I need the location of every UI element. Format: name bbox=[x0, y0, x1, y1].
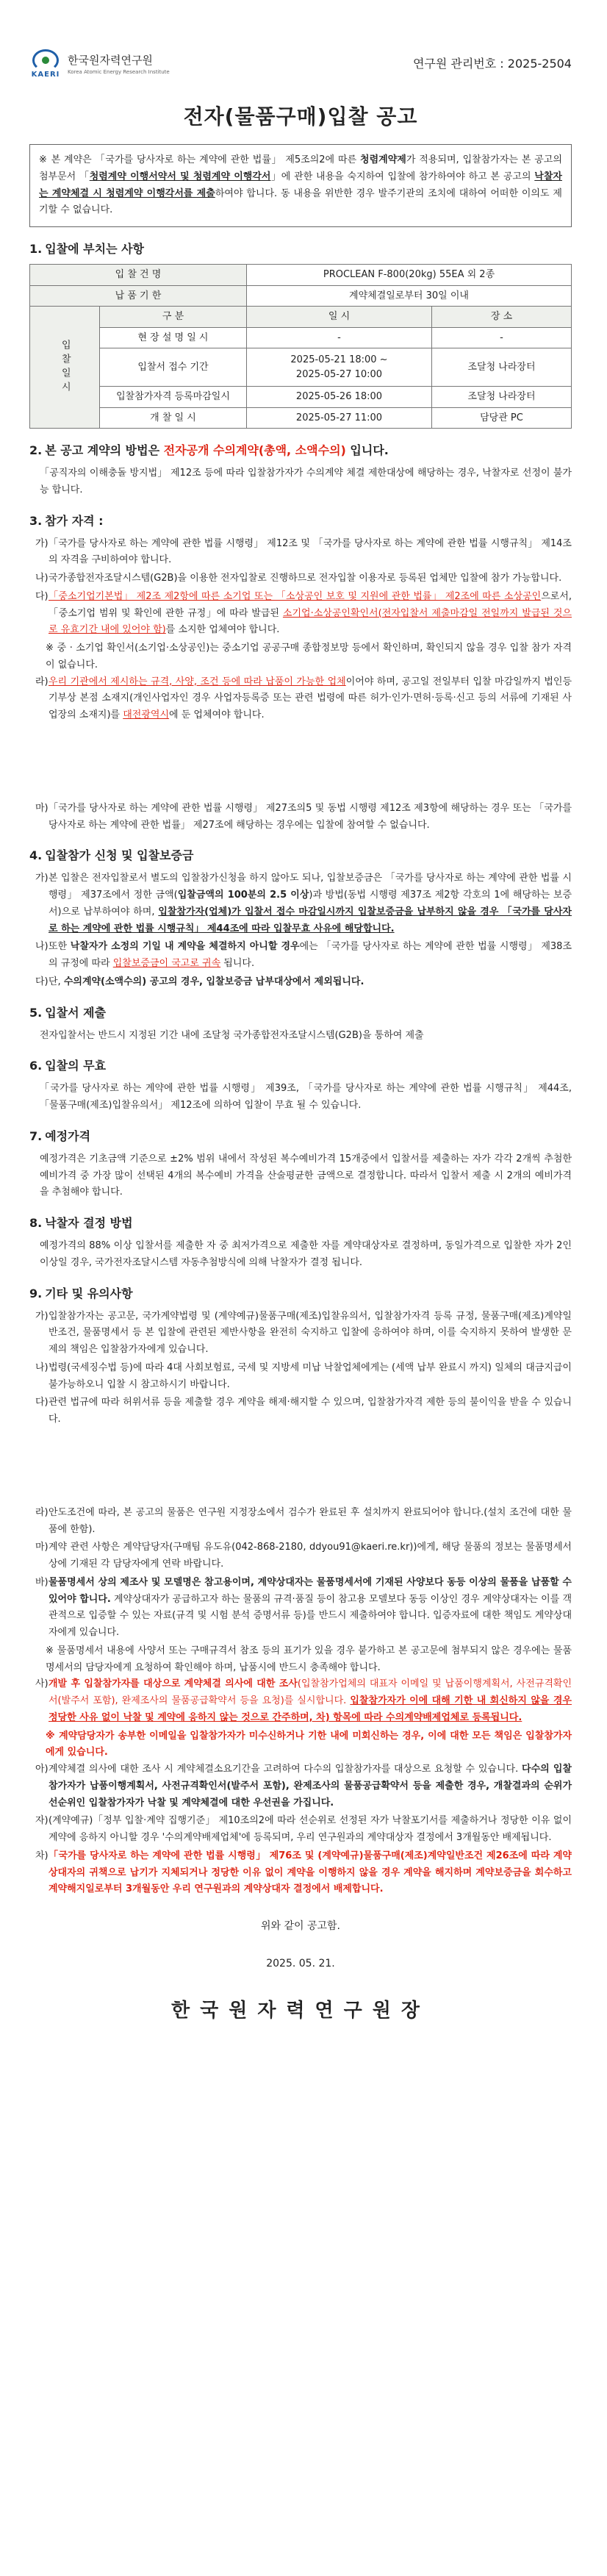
section-7-body: 예정가격은 기초금액 기준으로 ±2% 범위 내에서 작성된 복수예비가격 15개중에서 입찰서를 제출하는 자가 각각 2개씩 추첨한 예비가격 중 가장 많이 선택된 4개의 복수예비 가격을 산술평균한 금액으로 결정합니다. 따라서 입찰서 제출 시 2개의 예비가격을 추첨해야 합니다. bbox=[40, 1153, 572, 1198]
notice-date: 2025. 05. 21. bbox=[266, 1958, 335, 1969]
list-item: 자) (계약예규)「정부 입찰·계약 집행기준」 제10조의2에 따라 선순위로 선정된 자가 낙찰포기서를 제출하거나 정당한 이유 없이 계약에 응하지 아니할 경우 '수의계약배제업체'에 등록되며, 우리 연구원과의 계약대상자 결정에서 3개월동안 배제됩니다. bbox=[35, 1815, 572, 1843]
list-item: 가) 입찰참가자는 공고문, 국가계약법령 및 (계약예규)물품구매(제조)입찰유의서, 입찰참가자격 등록 규정, 물품구매(제조)계약일반조건, 물품명세서 등 본 입찰에 관련된 제반사항을 완전히 숙지하고 입찰에 응하여야 하며, 이를 숙지하지 못하여 발생한 문제의 책임은 입찰참가자에게 있습니다. bbox=[35, 1310, 572, 1355]
section-6-title: 6. 입찰의 무효 bbox=[29, 1059, 107, 1073]
table-row: 입찰서 접수 기간 2025-05-21 18:00 ~ 2025-05-27 10:00 조달청 나라장터 bbox=[30, 348, 572, 387]
list-item: 바) 물품명세서 상의 제조사 및 모델명은 참고용이며, 계약상대자는 물품명세서에 기재된 사양보다 동등 이상의 물품을 납품할 수 있어야 합니다. 계약상대자가 공급하고자 하는 물품의 규격·품질 등이 참고용 모델보다 동등 이상인 경우 계약상대자는 이를 객관적으로 입증할 수 있는 자료(규격 및 시험 분석 증명서류 등)를 반드시 제출하여야 합니다. 입증자료에 대한 책임도 계약상대자에게 있습니다. bbox=[35, 1576, 572, 1638]
list-item: 나) 또한 낙찰자가 소정의 기일 내 계약을 체결하지 아니할 경우에는 「국가를 당사자로 하는 계약에 관한 법률 시행령」 제38조의 규정에 따라 입찰보증금이 국고로 귀속 됩니다. bbox=[35, 941, 572, 969]
table-row: 납 품 기 한 계약체결일로부터 30일 이내 bbox=[30, 285, 572, 307]
section-5-title: 5. 입찰서 제출 bbox=[29, 1005, 107, 1020]
list-item: 라) 우리 기관에서 제시하는 규격, 사양, 조건 등에 따라 납품이 가능한 업체이어야 하며, 공고일 전일부터 입찰 마감일까지 법인등기부상 본점 소재지(개인사업자인 경우 사업자등록증 또는 관련 법령에 따른 허가·인가·면허·등록·신고 등의 서류에 기재된 사업장의 소재지)를 대전광역시에 둔 업체여야 합니다. bbox=[35, 676, 572, 720]
table-row: 입 찰 건 명 PROCLEAN F-800(20kg) 55EA 외 2종 bbox=[30, 265, 572, 286]
list-item: 다) 「중소기업기본법」 제2조 제2항에 따른 소기업 또는 「소상공인 보호 및 지원에 관한 법률」 제2조에 따른 소상공인으로서, 「중소기업 범위 및 확인에 관한 규정」에 따라 발급된 소기업·소상공인확인서(전자입찰서 제출마감일 전일까지 발급된 것으로 유효기간 내에 있어야 함)를 소지한 업체여야 합니다. bbox=[35, 590, 572, 636]
list-item: 가) 본 입찰은 전자입찰로서 별도의 입찰참가신청을 하지 않아도 되나, 입찰보증금은 「국가를 당사자로 하는 계약에 관한 법률 시행령」 제37조에서 정한 금액(입찰금액의 100분의 2.5 이상)과 방법(동법 시행령 제37조 제2항 각호의 1에 해당하는 보증서)으로 납부하여야 하며, 입찰참가자(업체)가 입찰서 접수 마감일시까지 입찰보증금을 납부하지 않을 경우 「국가를 당사자로 하는 계약에 관한 법률 시행규칙」 제44조에 따라 입찰무효 사유에 해당합니다. bbox=[35, 873, 572, 934]
table-row: 입찰일시 구 분 일 시 장 소 bbox=[30, 307, 572, 328]
section-1-title: 1. 입찰에 부치는 사항 bbox=[29, 242, 145, 256]
section-8-body: 예정가격의 88% 이상 입찰서를 제출한 자 중 최저가격으로 제출한 자를 계약대상자로 결정하며, 동일가격으로 입찰한 자가 2인 이상일 경우, 국가전자조달시스템 자동추첨방식에 의해 낙찰자가 결정 됩니다. bbox=[40, 1240, 572, 1268]
list-item: 가) 「국가를 당사자로 하는 계약에 관한 법률 시행령」 제12조 및 「국가를 당사자로 하는 계약에 관한 법률 시행규칙」 제14조의 자격을 구비하여야 합니다. bbox=[35, 537, 572, 566]
integrity-notice: ※ 본 계약은 「국가를 당사자로 하는 계약에 관한 법률」 제5조의2에 따른 청렴계약제가 적용되며, 입찰참가자는 본 공고의 첨부문서 「청렴계약 이행서약서 및 청렴계약 이행각서」에 관한 내용을 숙지하여 입찰에 참가하여야 하고 본 공고의 낙찰자는 계약체결 시 청렴계약 이행각서를 제출하여야 합니다. 동 내용을 위반한 경우 발주기관의 조치에 대하여 어떠한 이의도 제기할 수 없습니다. bbox=[29, 144, 572, 227]
closing-line: 위와 같이 공고함. bbox=[260, 1920, 341, 1932]
org-name-ko: 한국원자력연구원 bbox=[68, 53, 153, 67]
section-2-body: 「공직자의 이해충돌 방지법」 제12조 등에 따라 입찰참가자가 수의계약 체결 제한대상에 해당하는 경우, 낙찰자로 선정이 불가능 합니다. bbox=[40, 468, 572, 495]
section-7-title: 7. 예정가격 bbox=[29, 1128, 91, 1143]
letterhead bbox=[29, 21, 572, 88]
sheet-1 bbox=[0, 21, 607, 755]
section-8-title: 8. 낙찰자 결정 방법 bbox=[29, 1216, 133, 1230]
note: ※ 중 · 소기업 확인서(소기업·소상공인)는 중소기업 공공구매 종합정보망 등에서 확인하며, 확인되지 않을 경우 입찰 참가 자격이 없습니다. bbox=[46, 643, 572, 670]
sheet-2 bbox=[0, 776, 607, 1459]
page-title: 전자(물품구매)입찰 공고 bbox=[183, 104, 418, 129]
table-row: 현 장 설 명 일 시 - - bbox=[30, 327, 572, 348]
logo-abbr: KAERI bbox=[31, 71, 60, 79]
list-item: 사) 개발 후 입찰참가자를 대상으로 계약체결 의사에 대한 조사(입찰참가업체의 대표자 이메일 및 납품이행계획서, 사전규격확인서(발주서 포함), 완제조사의 물품공급확약서 등을 요청)를 실시합니다. 입찰참가자가 이에 대해 기한 내 회신하지 않을 경우 정당한 사유 없이 낙찰 및 계약에 응하지 않는 것으로 간주하며, 차) 항목에 따라 수의계약배제업체로 등록됩니다. bbox=[35, 1678, 572, 1723]
signature: 한국원자력연구원장 bbox=[170, 2000, 431, 2022]
section-3-title: 3. 참가 자격 : bbox=[29, 513, 104, 528]
list-item: 마) 「국가를 당사자로 하는 계약에 관한 법률 시행령」 제27조의5 및 동법 시행령 제12조 제3항에 해당하는 경우 또는 「국가를 당사자로 하는 계약에 관한 법률」 제27조에 해당하는 경우에는 입찰에 참여할 수 없습니다. bbox=[35, 802, 572, 831]
table-row: 개 찰 일 시 2025-05-27 11:00 담당관 PC bbox=[30, 407, 572, 429]
kaeri-logo-icon bbox=[29, 49, 62, 79]
list-item: 나) 국가종합전자조달시스템(G2B)을 이용한 전자입찰로 진행하므로 전자입찰 이용자로 등록된 업체만 입찰에 참가 가능합니다. bbox=[35, 573, 562, 584]
org-name-en: Korea Atomic Energy Research Institute bbox=[68, 69, 170, 75]
list-item: 라) 안도조건에 따라, 본 공고의 물품은 연구원 지정장소에서 검수가 완료된 후 설치까지 완료되어야 합니다.(설치 조건에 대한 물품에 한함). bbox=[35, 1506, 572, 1535]
table-row: 입찰참가자격 등록마감일시 2025-05-26 18:00 조달청 나라장터 bbox=[30, 387, 572, 408]
list-item: 다) 단, 수의계약(소액수의) 공고의 경우, 입찰보증금 납부대상에서 제외됩니다. bbox=[35, 976, 364, 987]
org-logo bbox=[29, 49, 170, 79]
sheet-3 bbox=[0, 1480, 607, 2069]
note: ※ 물품명세서 내용에 사양서 또는 구매규격서 참조 등의 표기가 있을 경우 붙가하고 본 공고문에 첨부되지 않은 경우에는 물품명세서의 담당자에게 요청하여 확인해야 하며, 납품시에 반드시 충족해야 합니다. bbox=[46, 1645, 572, 1673]
list-item: 마) 계약 관련 사항은 계약담당자(구매팀 유도유(042-868-2180, ddyou91@kaeri.re.kr))에게, 해당 물품의 정보는 물품명세서 상에 기재된 각 담당자에게 연락 바랍니다. bbox=[35, 1542, 572, 1570]
list-item: 아) 계약체결 의사에 대한 조사 시 계약체결소요기간을 고려하여 다수의 입찰참가자를 대상으로 요청할 수 있습니다. 다수의 입찰참가자가 납품이행계획서, 사전규격확인서(발주서 포함), 완제조사의 물품공급확약서 등을 제출한 경우, 개찰결과의 순위가 선순위인 입찰참가자가 낙찰 및 계약체결에 대한 우선권을 가집니다. bbox=[35, 1764, 572, 1808]
list-item: 다) 관련 법규에 따라 허위서류 등을 제출할 경우 계약을 해제·해지할 수 있으며, 입찰참가자격 제한 등의 불이익을 받을 수 있습니다. bbox=[35, 1397, 572, 1425]
list-item: 나) 법령(국세징수법 등)에 따라 4대 사회보험료, 국세 및 지방세 미납 낙찰업체에게는 (세액 납부 완료시 까지) 일체의 대금지급이 불가능하오니 입찰 시 참고하시기 바랍니다. bbox=[35, 1362, 572, 1390]
section-5-body: 전자입찰서는 반드시 지정된 기간 내에 조달청 국가종합전자조달시스템(G2B)을 통하여 제출 bbox=[40, 1029, 424, 1041]
section-4-title: 4. 입찰참가 신청 및 입찰보증금 bbox=[29, 848, 194, 863]
section-2-title: 2. 본 공고 계약의 방법은 전자공개 수의계약(총액, 소액수의) 입니다. bbox=[29, 443, 389, 457]
section-9-title: 9. 기타 및 유의사항 bbox=[29, 1286, 133, 1300]
note: ※ 계약담당자가 송부한 이메일을 입찰참가자가 미수신하거나 기한 내에 미회신하는 경우, 이에 대한 모든 책임은 입찰참가자에게 있습니다. bbox=[46, 1730, 572, 1759]
list-item: 차) 「국가를 당사자로 하는 계약에 관한 법률 시행령」 제76조 및 (계약예규)물품구매(제조)계약일반조건 제26조에 따라 계약상대자의 귀책으로 납기가 지체되거나 정당한 이유 없이 계약을 이행하지 않을 경우 계약을 해지하며 계약보증금을 회수하고 계약해지일로부터 3개월동안 우리 연구원과의 계약상대자 결정에서 배제합니다. bbox=[35, 1850, 572, 1895]
bid-items-table bbox=[29, 264, 572, 429]
doc-number: 연구원 관리번호 : 2025-2504 bbox=[412, 57, 572, 71]
section-6-body: 「국가를 당사자로 하는 계약에 관한 법률 시행령」 제39조, 「국가를 당사자로 하는 계약에 관한 법률 시행규칙」 제44조, 「물품구매(제조)입찰유의서」 제12조에 의하여 입찰이 무효 될 수 있습니다. bbox=[40, 1083, 572, 1111]
